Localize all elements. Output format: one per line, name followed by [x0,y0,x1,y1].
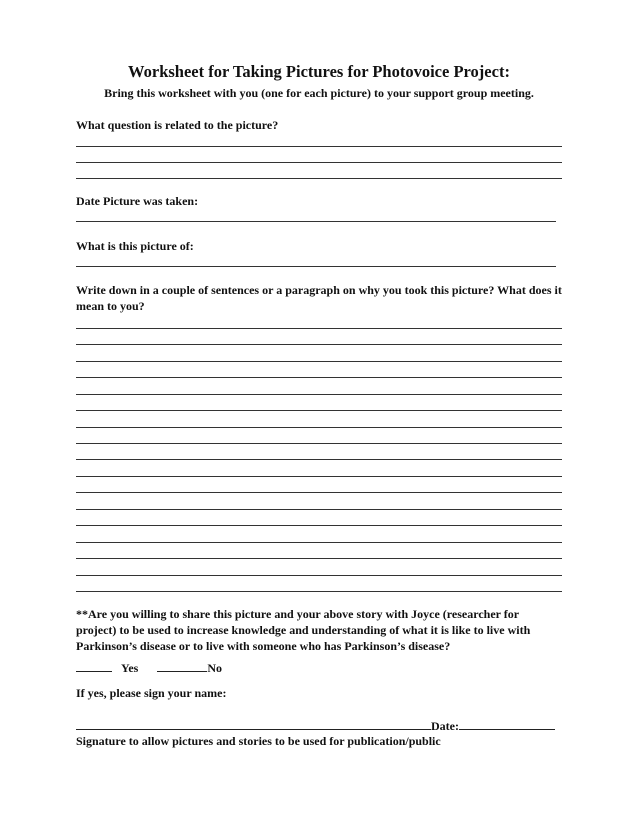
date-line[interactable] [459,718,555,730]
question-date-taken: Date Picture was taken: [76,194,199,208]
answer-line[interactable] [76,575,562,576]
answer-line[interactable] [76,525,562,526]
answer-line[interactable] [76,266,556,267]
yes-blank[interactable] [76,660,112,672]
no-label: No [207,661,223,675]
yes-label: Yes [121,661,139,675]
question-why-took-picture: Write down in a couple of sentences or a paragraph on why you took this picture? What does it mean to you? [76,283,562,313]
signature-row [76,718,555,734]
page-subtitle: Bring this worksheet with you (one for each picture) to your support group meeting. [104,86,534,100]
signature-caption: Signature to allow pictures and stories to be used for publication/public [76,734,441,748]
signature-line[interactable] [76,718,431,730]
date-label: Date: [431,719,459,733]
answer-line[interactable] [76,459,562,460]
answer-line[interactable] [76,443,562,444]
answer-line[interactable] [76,476,562,477]
answer-line[interactable] [76,361,562,362]
answer-line[interactable] [76,492,562,493]
answer-line[interactable] [76,162,562,163]
answer-line[interactable] [76,178,562,179]
answer-line[interactable] [76,328,562,329]
answer-line[interactable] [76,542,562,543]
question-picture-of: What is this picture of: [76,239,194,253]
answer-line[interactable] [76,221,556,222]
yes-no-row [76,660,222,676]
answer-line[interactable] [76,509,562,510]
no-blank[interactable] [157,660,207,672]
page-title: Worksheet for Taking Pictures for Photovoice Project: [128,62,510,81]
consent-question: **Are you willing to share this picture and your above story with Joyce (researcher for project) to be used to increase knowledge and understanding of what it is like to live with Parkinson’s disease or to live with someone who has Parkinson’s disease? [76,607,531,653]
answer-line[interactable] [76,427,562,428]
answer-line[interactable] [76,146,562,147]
answer-line[interactable] [76,410,562,411]
answer-line[interactable] [76,591,562,592]
question-related-to-picture: What question is related to the picture? [76,118,279,132]
answer-line[interactable] [76,558,562,559]
answer-line[interactable] [76,344,562,345]
answer-line[interactable] [76,394,562,395]
sign-prompt: If yes, please sign your name: [76,686,227,700]
answer-line[interactable] [76,377,562,378]
